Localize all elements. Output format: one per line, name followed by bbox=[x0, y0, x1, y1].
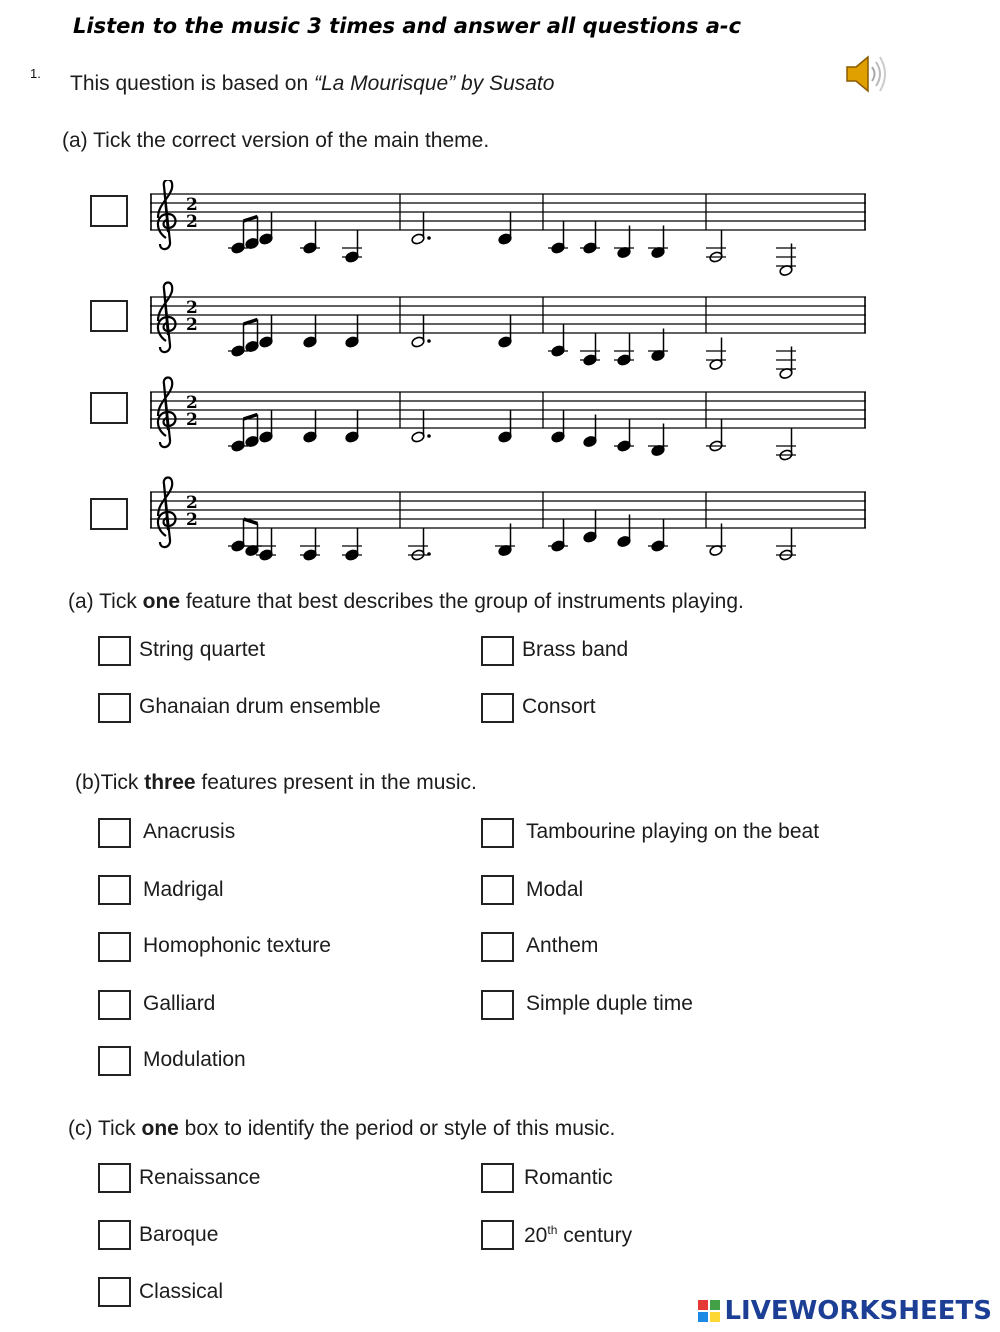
feature-option-4-label: Modal bbox=[526, 878, 584, 901]
instruments-question-heading: (a) Tick one feature that best describes the group of instruments playing. bbox=[68, 590, 744, 613]
instrument-option-4-label: Consort bbox=[522, 695, 596, 718]
time-signature-top: 2 bbox=[186, 195, 198, 215]
period-option-5-label: Classical bbox=[139, 1280, 224, 1303]
period-option-5-checkbox[interactable] bbox=[98, 1277, 131, 1307]
liveworksheets-logo bbox=[698, 1296, 992, 1326]
time-signature-top: 2 bbox=[186, 298, 198, 318]
period-option-3-checkbox[interactable] bbox=[98, 1220, 131, 1250]
note-beam bbox=[244, 217, 258, 222]
instrument-option-4-checkbox[interactable] bbox=[481, 693, 514, 723]
period-option-4-checkbox[interactable] bbox=[481, 1220, 514, 1250]
logo-square bbox=[698, 1300, 708, 1310]
logo-text: LIVEWORKSHEETS bbox=[724, 1296, 992, 1326]
staff-1 bbox=[150, 180, 866, 277]
question-intro: This question is based on bbox=[70, 72, 314, 95]
feature-option-7-checkbox[interactable] bbox=[98, 990, 131, 1020]
instrument-option-1-checkbox[interactable] bbox=[98, 636, 131, 666]
note-beam bbox=[244, 519, 258, 524]
theme-version-1-checkbox[interactable] bbox=[90, 195, 128, 227]
logo-square bbox=[710, 1312, 720, 1322]
logo-square bbox=[698, 1312, 708, 1322]
time-signature-bottom: 2 bbox=[186, 315, 198, 335]
piece-title: “La Mourisque” by Susato bbox=[313, 72, 555, 95]
treble-clef-icon bbox=[158, 180, 176, 249]
theme-version-3-checkbox[interactable] bbox=[90, 392, 128, 424]
feature-option-6-checkbox[interactable] bbox=[481, 932, 514, 962]
time-signature-top: 2 bbox=[186, 493, 198, 513]
feature-option-9-label: Modulation bbox=[143, 1048, 246, 1071]
instrument-option-2-label: Brass band bbox=[522, 638, 629, 661]
treble-clef-icon bbox=[158, 478, 176, 548]
question-number: 1. bbox=[30, 66, 41, 81]
period-option-2-label: Romantic bbox=[524, 1166, 613, 1189]
time-signature-bottom: 2 bbox=[186, 510, 198, 530]
instruction-text: Listen to the music 3 times and answer all questions a-c bbox=[73, 14, 742, 38]
note-beam bbox=[244, 320, 258, 325]
period-question-heading: (c) Tick one box to identify the period or style of this music. bbox=[68, 1117, 616, 1140]
staff-2 bbox=[150, 283, 866, 380]
feature-option-2-checkbox[interactable] bbox=[481, 818, 514, 848]
question-title bbox=[70, 72, 554, 96]
feature-option-5-checkbox[interactable] bbox=[98, 932, 131, 962]
feature-option-1-label: Anacrusis bbox=[143, 820, 236, 843]
staff-3 bbox=[150, 378, 866, 462]
period-option-2-checkbox[interactable] bbox=[481, 1163, 514, 1193]
logo-mark-icon bbox=[698, 1300, 720, 1322]
instrument-option-3-checkbox[interactable] bbox=[98, 693, 131, 723]
feature-option-5-label: Homophonic texture bbox=[143, 934, 331, 957]
speaker-icon[interactable] bbox=[843, 52, 891, 96]
theme-version-4-checkbox[interactable] bbox=[90, 498, 128, 530]
feature-option-8-checkbox[interactable] bbox=[481, 990, 514, 1020]
note-dot bbox=[427, 339, 431, 343]
instrument-option-1-label: String quartet bbox=[139, 638, 266, 661]
feature-option-8-label: Simple duple time bbox=[526, 992, 693, 1015]
period-option-4-label: 20th century bbox=[524, 1223, 633, 1247]
features-question-heading: (b)Tick three features present in the music. bbox=[75, 771, 477, 794]
feature-option-1-checkbox[interactable] bbox=[98, 818, 131, 848]
period-option-1-label: Renaissance bbox=[139, 1166, 261, 1189]
note-dot bbox=[427, 236, 431, 240]
logo-square bbox=[710, 1300, 720, 1310]
treble-clef-icon bbox=[158, 378, 176, 448]
feature-option-4-checkbox[interactable] bbox=[481, 875, 514, 905]
theme-version-2-checkbox[interactable] bbox=[90, 300, 128, 332]
feature-option-3-label: Madrigal bbox=[143, 878, 224, 901]
period-option-1-checkbox[interactable] bbox=[98, 1163, 131, 1193]
note-dot bbox=[427, 434, 431, 438]
period-option-3-label: Baroque bbox=[139, 1223, 219, 1246]
music-staves bbox=[148, 180, 868, 565]
note-beam bbox=[244, 415, 258, 420]
instrument-option-2-checkbox[interactable] bbox=[481, 636, 514, 666]
feature-option-9-checkbox[interactable] bbox=[98, 1046, 131, 1076]
staff-4 bbox=[150, 478, 866, 562]
feature-option-7-label: Galliard bbox=[143, 992, 216, 1015]
feature-option-6-label: Anthem bbox=[526, 934, 599, 957]
time-signature-bottom: 2 bbox=[186, 212, 198, 232]
feature-option-3-checkbox[interactable] bbox=[98, 875, 131, 905]
time-signature-bottom: 2 bbox=[186, 410, 198, 430]
time-signature-top: 2 bbox=[186, 393, 198, 413]
feature-option-2-label: Tambourine playing on the beat bbox=[526, 820, 820, 843]
theme-question-heading: (a) Tick the correct version of the main theme. bbox=[62, 129, 490, 152]
instrument-option-3-label: Ghanaian drum ensemble bbox=[139, 695, 381, 718]
treble-clef-icon bbox=[158, 283, 176, 353]
